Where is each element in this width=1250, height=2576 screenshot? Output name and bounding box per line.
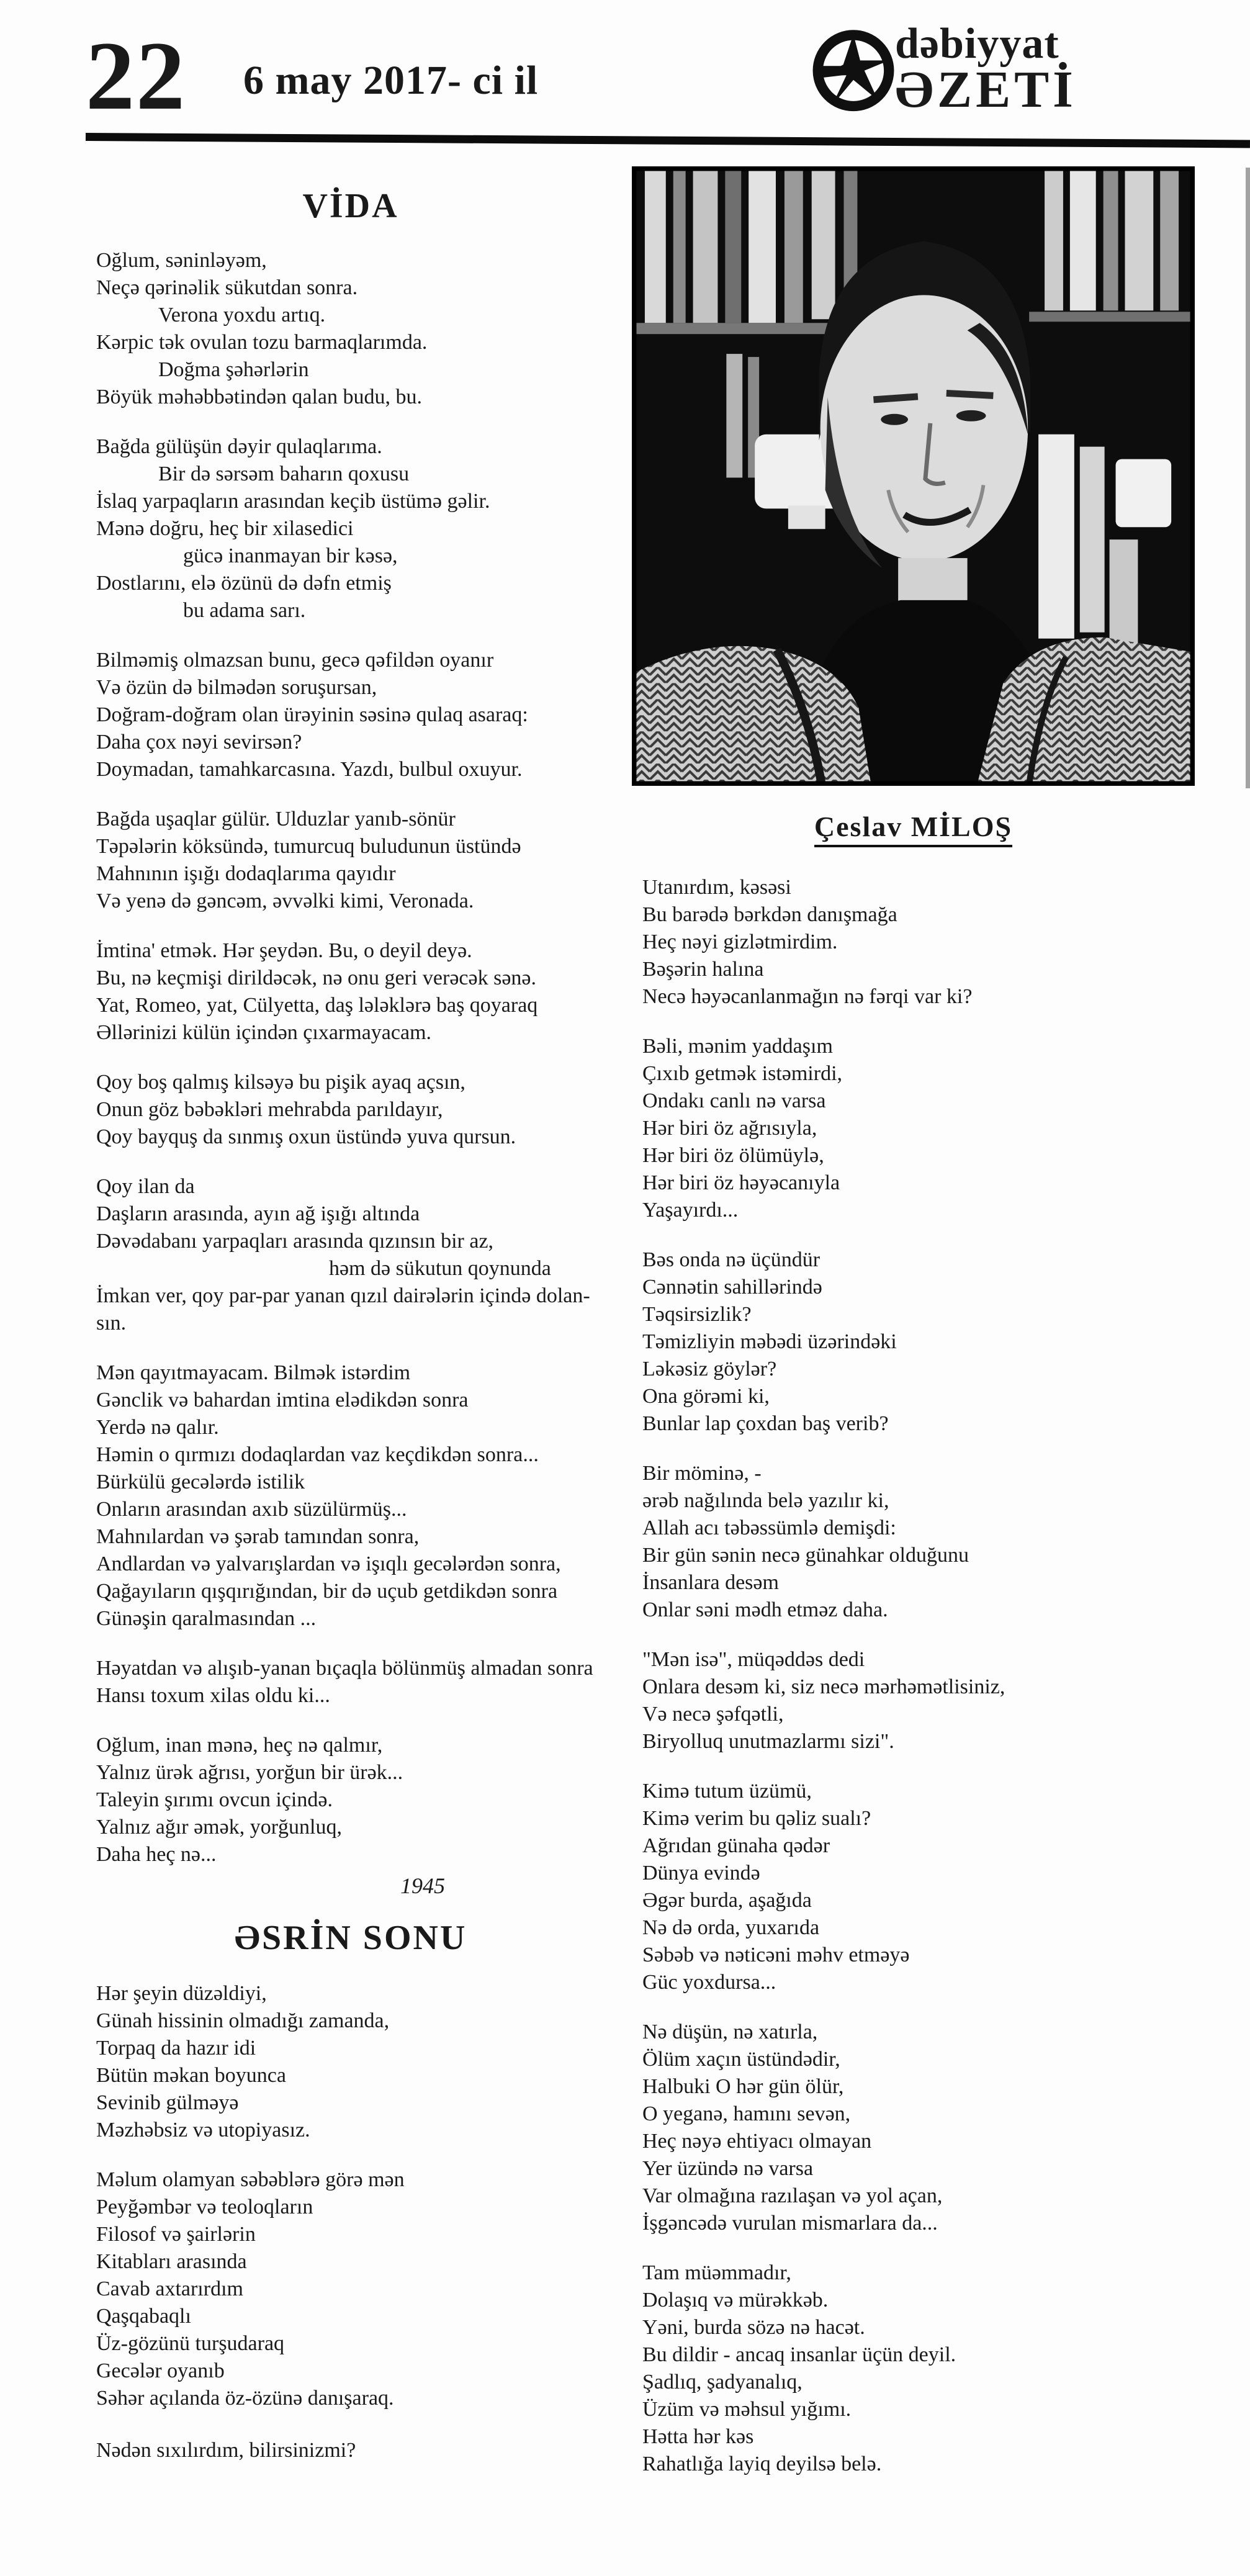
- poem-line: Bu dildir - ancaq insanlar üçün deyil.: [642, 2343, 956, 2366]
- poem-line: Ağrıdan günaha qədər: [642, 1834, 830, 1857]
- poem-line: Yat, Romeo, yat, Cülyetta, daş lələklərə baş qoyaraq: [96, 994, 538, 1017]
- poem-line: Hər biri öz ağrısıyla,: [642, 1117, 817, 1140]
- poem-line: Daha heç nə...: [96, 1843, 217, 1866]
- poem-line: Tam müəmmadır,: [642, 2261, 791, 2284]
- stanza: [96, 1732, 692, 1868]
- poem-line: Yer üzündə nə varsa: [642, 2157, 814, 2180]
- poem-line: Doğram-doğram olan ürəyinin səsinə qulaq asaraq:: [96, 703, 528, 726]
- poem-esrin-sonu-body: [96, 1980, 692, 2464]
- poem-line: Var olmağına razılaşan və yol açan,: [642, 2184, 943, 2207]
- stanza: [642, 2259, 1226, 2478]
- poem-line: Üzüm və məhsul yığımı.: [642, 2398, 852, 2421]
- poem-line: Ölüm xaçın üstündədir,: [642, 2048, 840, 2071]
- stanza: [642, 1778, 1226, 1996]
- poem-line: Doğma şəhərlərin: [158, 358, 309, 381]
- poem-line: Oğlum, səninləyəm,: [96, 249, 267, 272]
- stanza: [96, 247, 692, 411]
- poem-line: Yəni, burda sözə nə hacət.: [642, 2316, 865, 2339]
- stanza: [96, 647, 692, 783]
- poem-line: Sevinib gülməyə: [96, 2091, 239, 2114]
- poem-line: Bunlar lap çoxdan baş verib?: [642, 1412, 889, 1435]
- poem-line: sın.: [96, 1312, 127, 1335]
- stanza: [96, 1069, 692, 1151]
- poem-line: Ləkəsiz göylər?: [642, 1358, 777, 1380]
- stanza: [642, 874, 1226, 1011]
- poem-line: Qoy ilan da: [96, 1175, 195, 1198]
- poem-line: Onların arasından axıb süzülürmüş...: [96, 1498, 407, 1521]
- poem-line: Və yenə də gəncəm, əvvəlki kimi, Veronada.: [96, 889, 474, 912]
- poem-line: Gənclik və bahardan imtina elədikdən sonra: [96, 1389, 469, 1412]
- poem-line: Böyük məhəbbətindən qalan budu, bu.: [96, 385, 423, 408]
- poem-vida-body: [96, 247, 692, 1868]
- poem-line: Necə həyəcanlanmağın nə fərqi var ki?: [642, 985, 973, 1008]
- poem-line: Daha çox nəyi sevirsən?: [96, 731, 302, 754]
- poem-line: Dünya evində: [642, 1862, 760, 1885]
- stanza: [642, 1646, 1226, 1755]
- poem-line: Kərpic tək ovulan tozu barmaqlarımda.: [96, 331, 428, 354]
- poem-line: Doymadan, tamahkarcasına. Yazdı, bulbul oxuyur.: [96, 758, 523, 781]
- poem-line: Oğlum, inan mənə, heç nə qalmır,: [96, 1734, 383, 1757]
- poem-line: "Mən isə", müqəddəs dedi: [642, 1648, 865, 1671]
- poem-line: O yeganə, hamını sevən,: [642, 2102, 851, 2125]
- star-emblem-icon: [807, 22, 900, 115]
- poem-year: 1945: [400, 1873, 445, 1898]
- masthead-text: [895, 20, 1077, 119]
- poem-line: Üz-gözünü turşudaraq: [96, 2332, 285, 2355]
- poem-line: ərəb nağılında belə yazılır ki,: [642, 1489, 889, 1512]
- poem-line: Bu barədə bərkdən danışmağa: [642, 903, 897, 926]
- poem-line: Həyatdan və alışıb-yanan bıçaqla bölünmüş almadan sonra: [96, 1657, 593, 1680]
- poem-line: Neçə qərinəlik sükutdan sonra.: [96, 276, 358, 299]
- poem-line: Onlara desəm ki, siz necə mərhəmətlisiniz,: [642, 1675, 1005, 1698]
- stanza: [96, 1655, 692, 1709]
- poem-line: Səbəb və nəticəni məhv etməyə: [642, 1943, 910, 1966]
- poem-line: Cənnətin sahillərində: [642, 1276, 822, 1299]
- poem-line: Bəşərin halına: [642, 958, 764, 981]
- poem-line: Bürkülü gecələrdə istilik: [96, 1470, 305, 1493]
- poem-line: Torpaq da hazır idi: [96, 2037, 256, 2060]
- poem-line: Bir də sərsəm baharın qoxusu: [158, 462, 410, 485]
- right-column: [642, 874, 1226, 2478]
- poem-line: Mahnının işığı dodaqlarıma qayıdır: [96, 862, 396, 885]
- poem-line: Yerdə nə qalır.: [96, 1416, 219, 1439]
- poem-line: Filosof və şairlərin: [96, 2223, 256, 2246]
- poem-line: Və özün də bilmədən soruşursan,: [96, 676, 377, 699]
- issue-date: 6 may 2017- ci il: [243, 58, 539, 103]
- poem-line: Allah acı təbəssümlə demişdi:: [642, 1516, 896, 1539]
- poem-line: Andlardan və yalvarışlardan və işıqlı gecələrdən sonra,: [96, 1552, 561, 1575]
- poem-line: Gecələr oyanıb: [96, 2359, 225, 2382]
- stanza: [96, 433, 692, 624]
- poem-line: Bilməmiş olmazsan bunu, gecə qəfildən oyanır: [96, 649, 494, 672]
- stanza: [642, 1033, 1226, 1224]
- poem-line: Halbuki O hər gün ölür,: [642, 2075, 844, 2098]
- milos-portrait-illustration: [634, 168, 1193, 784]
- poem-title-vida: VİDA: [302, 187, 399, 225]
- poem-line: Ondakı canlı nə varsa: [642, 1089, 826, 1112]
- poem-line: Mahnılardan və şərab tamından sonra,: [96, 1525, 420, 1548]
- poem-line: Hətta hər kəs: [642, 2425, 754, 2448]
- poem-line: Təmizliyin məbədi üzərindəki: [642, 1330, 897, 1353]
- poem-line: Əgər burda, aşağıda: [642, 1889, 812, 1912]
- stanza: [642, 1460, 1226, 1624]
- poem-line: Daşların arasında, ayın ağ işığı altında: [96, 1202, 420, 1225]
- poem-line: Bəli, mənim yaddaşım: [642, 1035, 833, 1058]
- photo-caption: [632, 810, 1195, 843]
- poem-line: Onlar səni mədh etməz daha.: [642, 1598, 888, 1621]
- header-rule: [86, 133, 1250, 148]
- poem-line: Bağda uşaqlar gülür. Ulduzlar yanıb-sönür: [96, 808, 456, 831]
- poem-line: Mənə doğru, heç bir xilasedici: [96, 517, 354, 540]
- poem-line: Biryolluq unutmazlarmı sizi".: [642, 1730, 894, 1753]
- poem-line: Kimə verim bu qəliz sualı?: [642, 1807, 871, 1830]
- poem-line: Ona görəmi ki,: [642, 1385, 770, 1408]
- stanza: [642, 1246, 1226, 1438]
- poem-line: bu adama sarı.: [183, 599, 306, 622]
- page-number: 22: [86, 22, 186, 130]
- poem-line: həm də sükutun qoynunda: [329, 1257, 551, 1280]
- poem-line: Qaşqabaqlı: [96, 2305, 191, 2328]
- stanza: [642, 2019, 1226, 2237]
- stanza: [96, 1359, 692, 1633]
- poem-line: Hər biri öz ölümüylə,: [642, 1144, 824, 1167]
- poem-line: gücə inanmayan bir kəsə,: [183, 544, 398, 567]
- masthead-line2: ƏZETİ: [895, 60, 1077, 119]
- poem-line: Güc yoxdursa...: [642, 1971, 776, 1994]
- poem-line: İmkan ver, qoy par-par yanan qızıl dairələrin içində dolan-: [96, 1284, 590, 1307]
- poem-line: Kitabları arasında: [96, 2250, 247, 2273]
- poem-line: Təpələrin köksündə, tumurcuq buludunun üstündə: [96, 835, 521, 858]
- photo-caption-text: Çeslav MİLOŞ: [814, 811, 1012, 847]
- poem-line: Hər şeyin düzəldiyi,: [96, 1982, 267, 2005]
- poem-line: Bütün məkan boyunca: [96, 2064, 286, 2087]
- poem-line: Bəs onda nə üçündür: [642, 1248, 821, 1271]
- poem-line: Kimə tutum üzümü,: [642, 1780, 812, 1803]
- poem-line: Qoy bayquş da sınmış oxun üstündə yuva qursun.: [96, 1125, 516, 1148]
- poem-line: Dostlarını, elə özünü də dəfn etmiş: [96, 572, 392, 595]
- stanza: [96, 937, 692, 1047]
- scan-edge-artifact: [1246, 168, 1250, 788]
- poem-line: Dolaşıq və mürəkkəb.: [642, 2289, 829, 2312]
- poem-line: Heç nəyə ehtiyacı olmayan: [642, 2130, 872, 2153]
- poem-line: Nə düşün, nə xatırla,: [642, 2020, 818, 2043]
- poem-line: Və necə şəfqətli,: [642, 1703, 784, 1726]
- poem-line: Çıxıb getmək istəmirdi,: [642, 1062, 843, 1085]
- newspaper-masthead: [807, 20, 1077, 119]
- poem-line: Bir möminə, -: [642, 1462, 762, 1485]
- stanza: [96, 2437, 692, 2464]
- poem-line: Heç nəyi gizlətmirdim.: [642, 930, 838, 953]
- poem-line: Şadlıq, şadyanalıq,: [642, 2371, 803, 2394]
- stanza: [96, 806, 692, 915]
- poem-line: Günəşin qaralmasından ...: [96, 1607, 317, 1630]
- poem-line: Yalnız ürək ağrısı, yorğun bir ürək...: [96, 1761, 403, 1784]
- stanza: [96, 1980, 692, 2144]
- poem-line: Təqsirsizlik?: [642, 1303, 752, 1326]
- poem-line: İslaq yarpaqların arasından keçib üstümə gəlir.: [96, 490, 490, 513]
- poem-line: İşgəncədə vurulan mismarlara da...: [642, 2212, 938, 2235]
- poem-line: Taleyin şırımı ovcun içində.: [96, 1788, 333, 1811]
- poem-line: Onun göz bəbəkləri mehrabda parıldayır,: [96, 1098, 443, 1121]
- poem-line: Rahatlığa layiq deyilsə belə.: [642, 2452, 882, 2475]
- poem-line: Nədən sıxılırdım, bilirsinizmi?: [96, 2439, 356, 2462]
- poem-line: Hansı toxum xilas oldu ki...: [96, 1684, 330, 1707]
- poem-line: Məlum olamyan səbəblərə görə mən: [96, 2168, 405, 2191]
- poem-right-body: [642, 874, 1226, 2478]
- poem-line: Bu, nə keçmişi dirildəcək, nə onu geri verəcək sənə.: [96, 966, 537, 989]
- poem-line: İnsanlara desəm: [642, 1571, 779, 1594]
- poem-line: Yalnız ağır əmək, yorğunluq,: [96, 1816, 342, 1839]
- poem-line: Əllərinizi külün içindən çıxarmayacam.: [96, 1021, 432, 1044]
- poem-line: Cavab axtarırdım: [96, 2277, 243, 2300]
- stanza: [96, 2166, 692, 2412]
- poem-line: Bağda gülüşün dəyir qulaqlarıma.: [96, 435, 382, 458]
- poem-line: Məzhəbsiz və utopiyasız.: [96, 2119, 310, 2141]
- poem-line: Həmin o qırmızı dodaqlardan vaz keçdikdən sonra...: [96, 1443, 539, 1466]
- masthead-line1: dəbiyyat: [895, 20, 1059, 68]
- poem-line: Qağayıların qışqırığından, bir də uçub getdikdən sonra: [96, 1580, 558, 1603]
- poem-line: Səhər açılanda öz-özünə danışaraq.: [96, 2387, 394, 2410]
- poem-line: Verona yoxdu artıq.: [158, 304, 326, 327]
- poem-title-esrin-sonu: ƏSRİN SONU: [234, 1919, 467, 1957]
- poem-line: Qoy boş qalmış kilsəyə bu pişik ayaq açsın,: [96, 1071, 465, 1094]
- poem-line: Utanırdım, kəsəsi: [642, 876, 791, 899]
- poem-line: Peyğəmbər və teoloqların: [96, 2195, 313, 2218]
- poem-line: Bir gün sənin necə günahkar olduğunu: [642, 1544, 969, 1567]
- poem-line: Nə də orda, yuxarıda: [642, 1916, 820, 1939]
- poem-line: Yaşayırdı...: [642, 1199, 739, 1222]
- left-column: [96, 186, 692, 2464]
- poem-line: Hər biri öz həyəcanıyla: [642, 1171, 840, 1194]
- stanza: [96, 1173, 692, 1337]
- milos-portrait-photo: [632, 166, 1195, 786]
- poem-line: Günah hissinin olmadığı zamanda,: [96, 2009, 390, 2032]
- poem-line: Mən qayıtmayacam. Bilmək istərdim: [96, 1361, 411, 1384]
- poem-line: İmtina' etmək. Hər şeydən. Bu, o deyil deyə.: [96, 939, 472, 962]
- poem-line: Dəvədabanı yarpaqları arasında qızınsın bir az,: [96, 1230, 494, 1253]
